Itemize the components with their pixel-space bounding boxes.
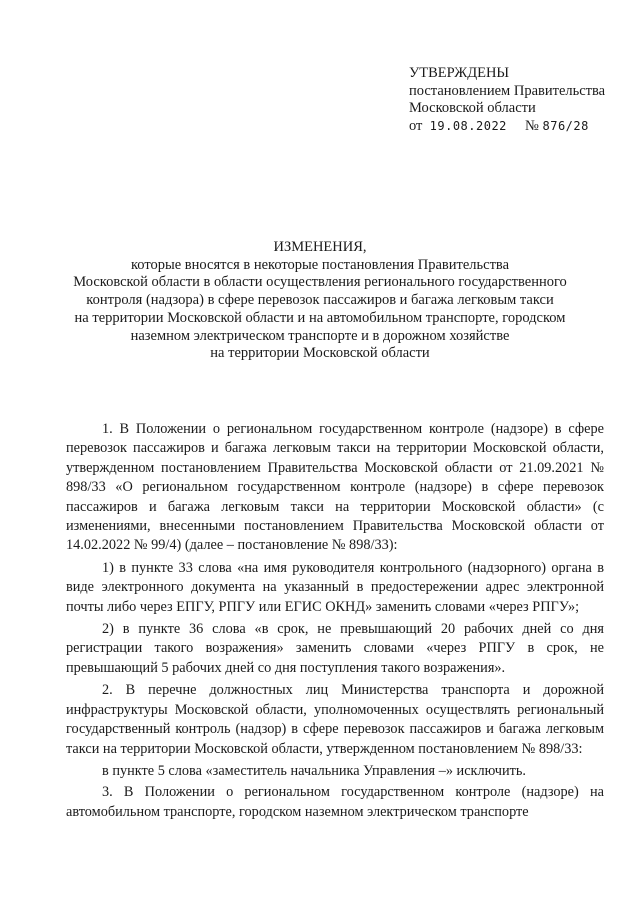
approval-stamp — [409, 65, 605, 135]
approval-number-label: № — [525, 117, 539, 134]
approval-number: 876/28 — [542, 118, 589, 133]
paragraph-2: 2. В перечне должностных лиц Министерства транспорта и дорожной инфраструктуры Московской области, уполномоченных осуществлять региональный государственный контроль (надзор) в сфере перевозок пассажиров и багажа легковым такси на территории Московской области, утвержденном постановлением № 898/33: — [66, 682, 604, 757]
title-line: наземном электрическом транспорте и в дорожном хозяйстве — [130, 327, 510, 344]
approval-heading: УТВЕРЖДЕНЫ — [409, 65, 510, 81]
paragraph-1: 1. В Положении о региональном государственном контроле (надзоре) в сфере перевозок пассажиров и багажа легковым такси на территории Московской области, утвержденном постановлением Правительства Московской области от 21.09.2021 № 898/33 «О региональном государственном контроле (надзоре) в сфере перевозок пассажиров и багажа легковым такси на территории Московской области» (с изменениями, внесенными постановлением Правительства Московской области от 14.02.2022 № 99/4) (далее – постановление № 898/33): — [66, 421, 604, 554]
paragraph-3: 3. В Положении о региональном государственном контроле (надзоре) на автомобильном транспорте, городском наземном электрическом транспорте — [66, 784, 604, 820]
title-line: Московской области в области осуществления регионального государственного — [73, 274, 567, 291]
document-body — [66, 420, 604, 825]
title-line: на территории Московской области и на автомобильном транспорте, городском — [74, 309, 566, 326]
paragraph-1-item-2: 2) в пункте 36 слова «в срок, не превышающий 20 рабочих дней со дня регистрации такого возражения» заменить словами «через РПГУ в срок, не превышающий 5 рабочих дней со дня поступления такого возражения». — [66, 621, 604, 676]
approval-date: 19.08.2022 — [429, 118, 507, 133]
paragraph-1-item-1: 1) в пункте 33 слова «на имя руководителя контрольного (надзорного) органа в виде электронного документа на указанный в предостережении адрес электронной почты либо через ЕПГУ, РПГУ или ЕГИС ОКНД» заменить словами «через РПГУ»; — [66, 559, 604, 615]
title-heading: ИЗМЕНЕНИЯ, — [273, 239, 367, 255]
approval-line-2: Московской области — [409, 100, 536, 116]
title-line: контроля (надзора) в сфере перевозок пассажиров и багажа легковым такси — [86, 292, 554, 309]
paragraph-2-item: в пункте 5 слова «заместитель начальника Управления –» исключить. — [102, 762, 526, 779]
approval-date-prefix: от — [409, 117, 423, 134]
title-line: на территории Московской области — [210, 345, 430, 362]
approval-line-1: постановлением Правительства — [409, 82, 606, 99]
document-title — [60, 239, 580, 363]
approval-date-line — [409, 118, 605, 136]
title-line: которые вносятся в некоторые постановления Правительства — [130, 256, 510, 273]
